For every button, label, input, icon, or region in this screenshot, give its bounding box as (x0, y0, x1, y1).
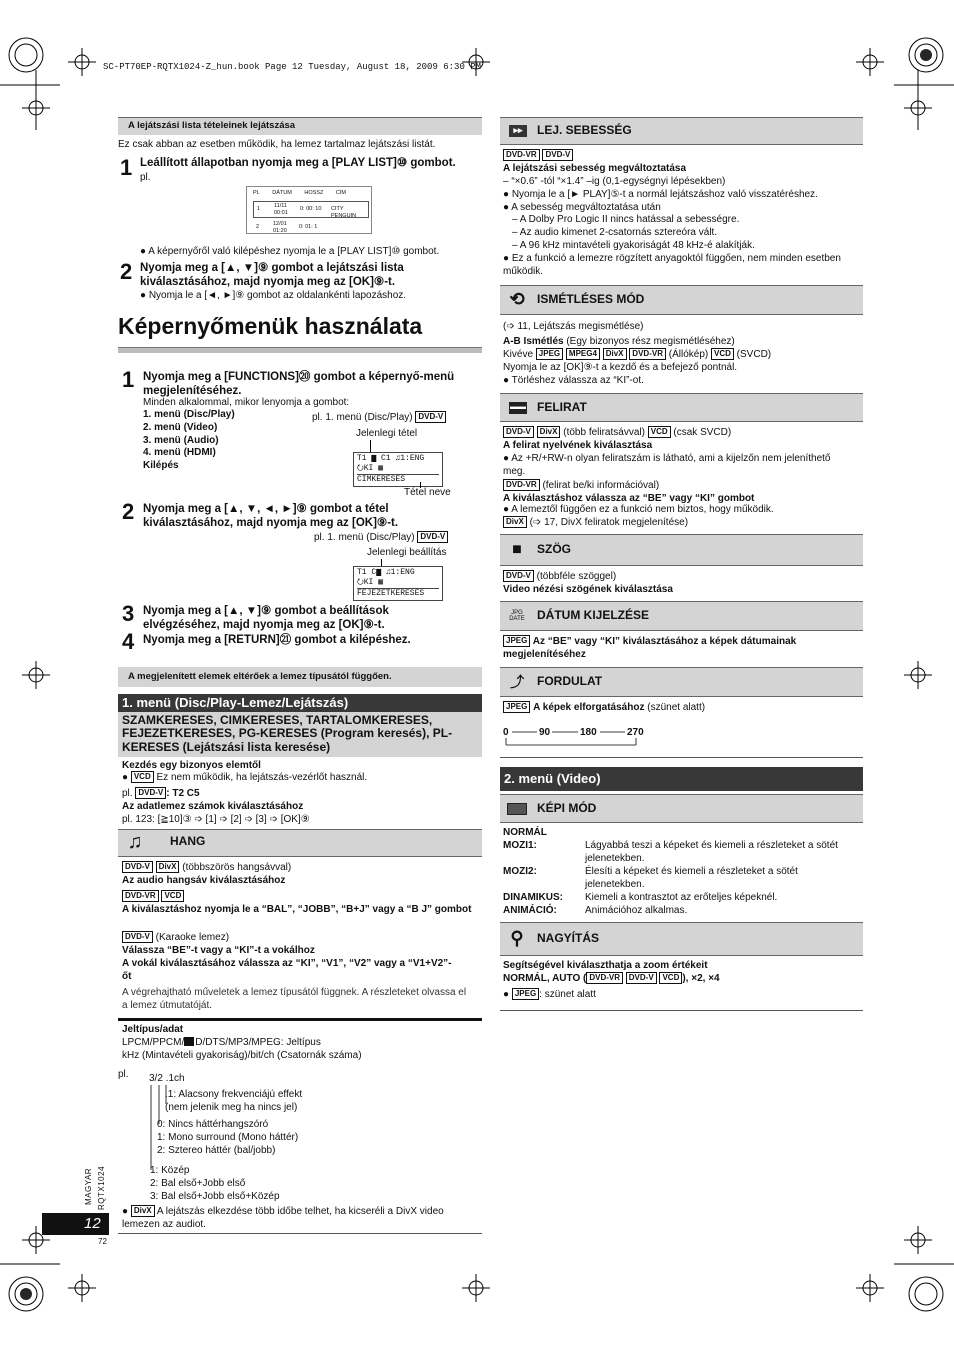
side-code: RQTX1024 (97, 1165, 106, 1210)
subtitle-line-1 (503, 426, 731, 439)
tbl-row-2 (253, 221, 369, 234)
repeat-line-3 (503, 348, 771, 361)
rotate-line-1 (503, 701, 705, 714)
picture-icon (507, 803, 527, 815)
tag-jpeg: JPEG (536, 348, 563, 360)
speed-bar (500, 117, 863, 145)
menu-list-item: 1. menü (Disc/Play) (143, 409, 235, 420)
subtitle-line-4 (503, 479, 659, 492)
playlist-intro: Ez csak abban az esetben működik, ha lemez tartalmaz lejátszási listát. (118, 139, 436, 150)
tbl-cell: 0: 00: 10 (300, 206, 322, 212)
speed-line-6: – A 96 kHz mintavételi gyakoriságát 48 kHz-é alakítják. (512, 240, 755, 251)
angle-line-1 (503, 570, 616, 583)
tbl-cell: 12/01 01:20 (273, 221, 287, 234)
signal-line-1 (122, 1036, 321, 1049)
menu-list-item: 2. menü (Video) (143, 421, 218, 433)
subtitle-line-3: ● Az +R/+RW-n olyan feliratszám is látható, ami a kijelzőn nem jeleníthető meg. (503, 453, 831, 477)
divx-note-text: A lejátszás elkezdése több időbe telhet, ha kicseréli a DivX video lemezen az audiot. (122, 1206, 444, 1230)
dolby-icon (184, 1037, 194, 1046)
tbl-h-title: CÍM (335, 190, 346, 196)
data-disc-select: Az adatlemez számok kiválasztásához (122, 801, 304, 812)
osd-line: ⭮KI ▦ (357, 578, 383, 587)
repeat-line-4: Nyomja le az [OK]⑨-t a kezdő és a befejező pontnál. (503, 362, 738, 373)
rotate-title: FORDULAT (537, 674, 603, 689)
ex-label: pl. (122, 788, 133, 799)
subtitle-line-6: ● A lemeztől függően ez a funkció nem biztos, hogy működik. (503, 504, 774, 515)
right-bottom-rule (500, 1010, 863, 1011)
rotate-pause: (szünet alatt) (644, 702, 706, 713)
speed-tags (503, 149, 573, 162)
speed-line-1: – “×0.6” -tól “×1.4” –ig (0,1-egységnyi lépésekben) (503, 176, 726, 187)
zoom-bar (500, 922, 863, 956)
divx-note: ● DivX A lejátszás elkezdése több időbe telhet, ha kicseréli a DivX video lemezen az audiot. (122, 1206, 444, 1230)
playlist-exit-note: ● A képernyőről való kilépéshez nyomja le a [PLAY LIST]⑩ gombot. (140, 246, 440, 257)
still: (Állókép) (668, 349, 709, 360)
search-example (122, 787, 200, 800)
menu-list-item: 4. menü (HDMI) (143, 447, 216, 459)
angle-line-2: Video nézési szögének kiválasztása (503, 584, 673, 595)
tbl-cell: 0: 01: 1 (299, 224, 318, 230)
speed-title: LEJ. SEBESSÉG (537, 123, 632, 138)
mode-name: ANIMÁCIÓ: (503, 905, 557, 916)
tag-vcd: VCD (648, 426, 671, 438)
playlist-table (246, 186, 372, 234)
example-1-label (312, 411, 446, 424)
menu-2-heading: 2. menü (Video) (500, 767, 863, 791)
tag-divx: DivX (503, 516, 527, 528)
osd-line: CIMKERESES (357, 474, 439, 485)
zoom-values: NORMÁL, AUTO ( (503, 973, 587, 984)
audio-line-4 (122, 931, 229, 944)
angle-0: 0 (503, 727, 509, 738)
ab-repeat: A-B Ismétlés (503, 336, 564, 347)
audio-line-3-tags (122, 890, 184, 903)
tbl-cell: 11/11 00:01 (274, 203, 288, 216)
tag-vcd: VCD (131, 771, 154, 783)
magnifier-icon: ⚲ (510, 928, 524, 949)
zoom-line-2 (503, 972, 720, 985)
audio-multi: (többszörös hangsávval) (182, 862, 292, 873)
example-2-label (314, 531, 448, 544)
playlist-step-2-note: ● Nyomja le a [◄, ►]⑨ gombot az oldalankénti lapozáshoz. (140, 290, 407, 301)
playlist-step-1: Leállított állapotban nyomja meg a [PLAY LIST]⑩ gombot. (140, 157, 456, 169)
multi-angle: (többféle szöggel) (536, 571, 617, 582)
repeat-title: ISMÉTLÉSES MÓD (537, 292, 645, 307)
menu-step-number-2: 2 (122, 499, 135, 524)
subtitle-line-7 (503, 516, 688, 529)
date-icon: JPG DATE (509, 610, 525, 622)
picture-mode-row (503, 904, 848, 917)
ex-value: T2 C5 (172, 788, 200, 799)
mode-desc: Animációhoz alkalmas. (585, 905, 688, 916)
step-number-1: 1 (120, 155, 133, 180)
menu-list-item: 3. menü (Audio) (143, 434, 219, 446)
picture-mode-row (503, 891, 848, 904)
mode-desc: Lágyabbá teszi a képeket és kiemeli a részleteket a sötét jelenetekben. (585, 840, 838, 864)
tag-divx: DivX (131, 1205, 155, 1217)
picture-modes (503, 826, 848, 917)
playlist-step-2: Nyomja meg a [▲, ▼]⑨ gombot a lejátszási lista kiválasztásához, majd nyomja meg az [OK]⑨-t. (140, 262, 404, 288)
tag-mpeg4: MPEG4 (566, 348, 600, 360)
tag-divx: DivX (537, 426, 561, 438)
rotate-bar (500, 667, 863, 697)
divx-sub: (➩ 17, DivX feliratok megjelenítése) (529, 517, 689, 528)
tbl-row-1 (253, 201, 369, 218)
tag-dvdvr: DVD-VR (503, 479, 540, 491)
angle-180: 180 (580, 727, 597, 738)
vcd-note: ● VCD Ez nem működik, ha lejátszás-vezérlőt használ. (122, 772, 368, 783)
tag-dvdvr: DVD-VR (122, 890, 159, 902)
main-title: Képernyőmenük használata (118, 313, 423, 339)
lfe-1: .1: Alacsony frekvenciájú effekt (165, 1089, 303, 1100)
lfe-2: (nem jelenik meg ha nincs jel) (165, 1102, 298, 1113)
current-setting-label: Jelenlegi beállítás (367, 547, 447, 558)
item-name-label: Tétel neve (404, 487, 451, 498)
date-title: DÁTUM KIJELZÉSE (537, 608, 650, 623)
search-modes: SZAMKERESES, CIMKERESES, TARTALOMKERESES, FEJEZETKERESES, PG-KERESES (Program keresés), PL-KERESES (Lejátszási lista keresése) (122, 713, 453, 754)
vcd-note-text: Ez nem működik, ha lejátszás-vezérlőt használ. (156, 772, 368, 783)
multi-sub: (több feliratsávval) (563, 427, 645, 438)
menu-step-number-3: 3 (122, 601, 135, 626)
note-bar-text: A megjelenített elemek eltérőek a lemez típusától függően. (128, 671, 392, 682)
front-1: 1: Közép (150, 1165, 190, 1176)
tag-dvdv: DVD-V (415, 411, 446, 423)
repeat-icon: ⟲ (509, 289, 525, 310)
front-2: 2: Bal első+Jobb első (150, 1178, 246, 1189)
tag-jpeg: JPEG (503, 635, 530, 647)
date-desc: Az “BE” vagy “KI” kiválasztásához a képek dátumainak megjelenítéséhez (503, 636, 797, 660)
tag-divx: DivX (156, 861, 180, 873)
surround-0: 0: Nincs háttérhangszóró (157, 1119, 269, 1130)
tag-dvdv: DVD-V (503, 426, 534, 438)
playlist-example-label: pl. (140, 172, 151, 183)
audio-line-1 (122, 861, 291, 874)
osd-line: T1 C▆ ♫1:ENG (357, 568, 415, 577)
audio-line-2: Az audio hangsáv kiválasztásához (122, 875, 286, 886)
audio-line-6: A vokál kiválasztásához válassza az “KI”, “V1”, “V2” vagy a “V1+V2”-őt (122, 958, 452, 982)
angle-bar (500, 534, 863, 566)
surround-2: 2: Sztereo háttér (bal/jobb) (157, 1145, 276, 1156)
speed-line-7: ● Ez a funkció a lemezre rögzített anyagoktól függően, nem minden esetben működik. (503, 253, 841, 277)
speed-heading: A lejátszási sebesség megváltoztatása (503, 163, 687, 174)
picture-mode-row (503, 839, 848, 865)
tag-dvdvr: DVD-VR (629, 348, 666, 360)
audio-bar (118, 829, 482, 857)
audio-line-5: Válassza “BE”-t vagy a “KI”-t a vokálhoz (122, 945, 315, 956)
print-header: SC-PT70EP-RQTX1024-Z_hun.book Page 12 Tuesday, August 18, 2009 6:30 PM (103, 62, 482, 72)
rotate-angles (503, 726, 663, 748)
signal-line-2: kHz (Mintavételi gyakoriság)/bit/ch (Csatornák száma) (122, 1050, 362, 1061)
fast-forward-icon: ▸▸ (509, 125, 527, 137)
tag-dvdv: DVD-V (542, 149, 573, 161)
menu-list (143, 409, 235, 473)
title-underline (118, 347, 482, 353)
speed-line-2: ● Nyomja le a [► PLAY]⑤-t a normál lejátszáshoz való visszatéréshez. (503, 189, 818, 200)
svcd: (SVCD) (736, 349, 772, 360)
left-bottom-rule (118, 1233, 482, 1234)
step-number-2: 2 (120, 259, 133, 284)
ex-value: : (166, 788, 173, 799)
current-item-label: Jelenlegi tétel (356, 428, 418, 439)
menu-step-3: Nyomja meg a [▲, ▼]⑨ gombot a beállítások elvégzéséhez, majd nyomja meg az [OK]⑨-t. (143, 605, 389, 631)
zoom-title: NAGYÍTÁS (537, 931, 600, 946)
except: Kivéve (503, 349, 534, 360)
subtitle-bar (500, 393, 863, 422)
date-bar (500, 601, 863, 631)
karaoke: (Karaoke lemez) (155, 932, 230, 943)
audio-line-7: A végrehajtható műveletek a lemez típusától függnek. A részleteket olvassa el a lemez útmutatóját. (122, 987, 467, 1011)
menu-step-number-4: 4 (122, 629, 135, 654)
osd-display-1 (353, 452, 443, 487)
osd-line: FEJEZETKERESES (357, 588, 439, 599)
osd-line: ⭮KI ▦ (357, 464, 383, 473)
zoom-pause: : szünet alatt (539, 989, 596, 1000)
repeat-line-5: ● Törléshez válassza az “KI”-ot. (503, 375, 644, 386)
rotate-desc: A képek elforgatásához (533, 702, 645, 713)
note-icon: ♫ (127, 831, 143, 853)
surround-1: 1: Mono surround (Mono háttér) (157, 1132, 299, 1143)
tag-dvdvr: DVD-VR (503, 149, 540, 161)
signal-formats: LPCM/PPCM/ (122, 1037, 185, 1048)
right-rule-1 (500, 757, 863, 758)
subtitle-title: FELIRAT (537, 399, 587, 414)
date-line-1 (503, 635, 848, 661)
angle-270: 270 (627, 727, 644, 738)
mode-desc: Kiemeli a kontrasztot az erőteljes képeknél. (585, 892, 778, 903)
signal-formats-b: D/DTS/MP3/MPEG: Jeltípus (195, 1037, 321, 1048)
tbl-cell: 2 (256, 224, 260, 230)
example-1-text: pl. 1. menü (Disc/Play) (312, 412, 413, 423)
repeat-line-2 (503, 335, 735, 348)
tag-dvdv: DVD-V (122, 861, 153, 873)
osd-display-2 (353, 566, 443, 601)
tag-divx: DivX (603, 348, 627, 360)
tag-jpeg: JPEG (512, 988, 539, 1000)
angle-title: SZÖG (537, 542, 572, 557)
speed-line-4: – A Dolby Pro Logic II nincs hatással a sebességre. (512, 214, 740, 225)
tag-vcd: VCD (711, 348, 734, 360)
front-3: 3: Bal első+Jobb első+Közép (150, 1191, 280, 1202)
menu-list-item: Kilépés (143, 460, 179, 472)
example-2-text: pl. 1. menü (Disc/Play) (314, 532, 415, 543)
tbl-cell: CITY PENGUIN (331, 206, 357, 219)
mode-name: NORMÁL (503, 827, 547, 838)
audio-line-3: A kiválasztáshoz nyomja le a “BAL”, “JOBB”, “B+J” vagy a “B J” gombot (122, 904, 472, 915)
speed-line-5: – Az audio kimenet 2-csatornás sztereóra vált. (512, 227, 718, 238)
tag-dvdv: DVD-V (135, 787, 166, 799)
zoom-line-3: ● JPEG : szünet alatt (503, 989, 596, 1000)
rotate-arrows (503, 726, 663, 748)
audio-title: HANG (170, 834, 206, 849)
picture-mode-row (503, 865, 848, 891)
subtitle-line-2: A felirat nyelvének kiválasztása (503, 440, 653, 451)
tbl-h-date: DÁTUM (272, 190, 292, 196)
mode-desc: Élesíti a képeket és kiemeli a részleteket a sötét jelenetekben. (585, 866, 798, 890)
camera-icon: ■ (512, 540, 522, 558)
picture-bar (500, 794, 863, 823)
angle-90: 90 (539, 727, 551, 738)
menu-1-heading: 1. menü (Disc/Play-Lemez/Lejátszás) (118, 694, 482, 712)
mode-name: MOZI2: (503, 866, 537, 877)
zoom-values-b: ), ×2, ×4 (682, 973, 720, 984)
zoom-line-1: Segítségével kiválaszthatja a zoom értékeit (503, 960, 708, 971)
page-number: 12 (84, 1215, 101, 1232)
menu-step-4: Nyomja meg a [RETURN]㉑ gombot a kilépéshez. (143, 634, 411, 646)
side-lang: MAGYAR (84, 1167, 93, 1205)
signal-rule (118, 1018, 482, 1021)
signal-example-label: pl. (118, 1069, 129, 1080)
data-disc-example: pl. 123: [≧10]③ ➩ [1] ➩ [2] ➩ [3] ➩ [OK]⑨ (122, 814, 310, 825)
tag-vcd: VCD (161, 890, 184, 902)
tbl-h-pl: PL (253, 190, 260, 196)
ab-repeat-desc: (Egy bizonyos rész megismétléséhez) (563, 336, 735, 347)
search-start: Kezdés egy bizonyos elemtől (122, 760, 261, 771)
menu-step-1-sub: Minden alkalommal, mikor lenyomja a gombot: (143, 397, 350, 408)
tag-jpeg: JPEG (503, 701, 530, 713)
tbl-h-len: HOSSZ (304, 190, 324, 196)
rotate-icon: ⤴ (510, 673, 524, 690)
menu-step-2: Nyomja meg a [▲, ▼, ◄, ►]⑨ gombot a tétel kiválasztásához, majd nyomja meg az [OK]⑨-t. (143, 503, 399, 529)
tag-dvdv: DVD-V (417, 531, 448, 543)
playlist-title: A lejátszási lista tételeinek lejátszása (128, 120, 296, 131)
tbl-cell: 1 (257, 206, 261, 212)
repeat-line-1: (➩ 11, Lejátszás megismétlése) (503, 321, 644, 332)
svcd-only: (csak SVCD) (673, 427, 732, 438)
sub-info: (felirat be/ki információval) (542, 480, 660, 491)
picture-mode-row (503, 826, 848, 839)
picture-title: KÉPI MÓD (537, 800, 597, 815)
channel-example: 3/2 .1ch (149, 1073, 185, 1084)
subtitle-line-5: A kiválasztáshoz válassza az “BE” vagy “KI” gombot (503, 493, 755, 504)
repeat-bar (500, 285, 863, 315)
mode-name: MOZI1: (503, 840, 537, 851)
tag-vcd: VCD (659, 972, 682, 984)
page-number-72: 72 (98, 1237, 107, 1246)
subtitle-icon: ▬▬ (509, 402, 527, 414)
tag-dvdv: DVD-V (503, 570, 534, 582)
menu-step-1: Nyomja meg a [FUNCTIONS]⑳ gombot a képernyő-menü megjelenítéséhez. (143, 371, 455, 397)
tag-dvdvr: DVD-VR (586, 972, 623, 984)
speed-line-3: ● A sebesség megváltoztatása után (503, 202, 661, 213)
tag-dvdv: DVD-V (626, 972, 657, 984)
tag-dvdv: DVD-V (122, 931, 153, 943)
mode-name: DINAMIKUS: (503, 892, 563, 903)
menu-step-number-1: 1 (122, 367, 135, 392)
osd-line: T1 ▆ C1 ♫1:ENG (357, 454, 425, 463)
signal-heading: Jeltípus/adat (122, 1024, 184, 1035)
